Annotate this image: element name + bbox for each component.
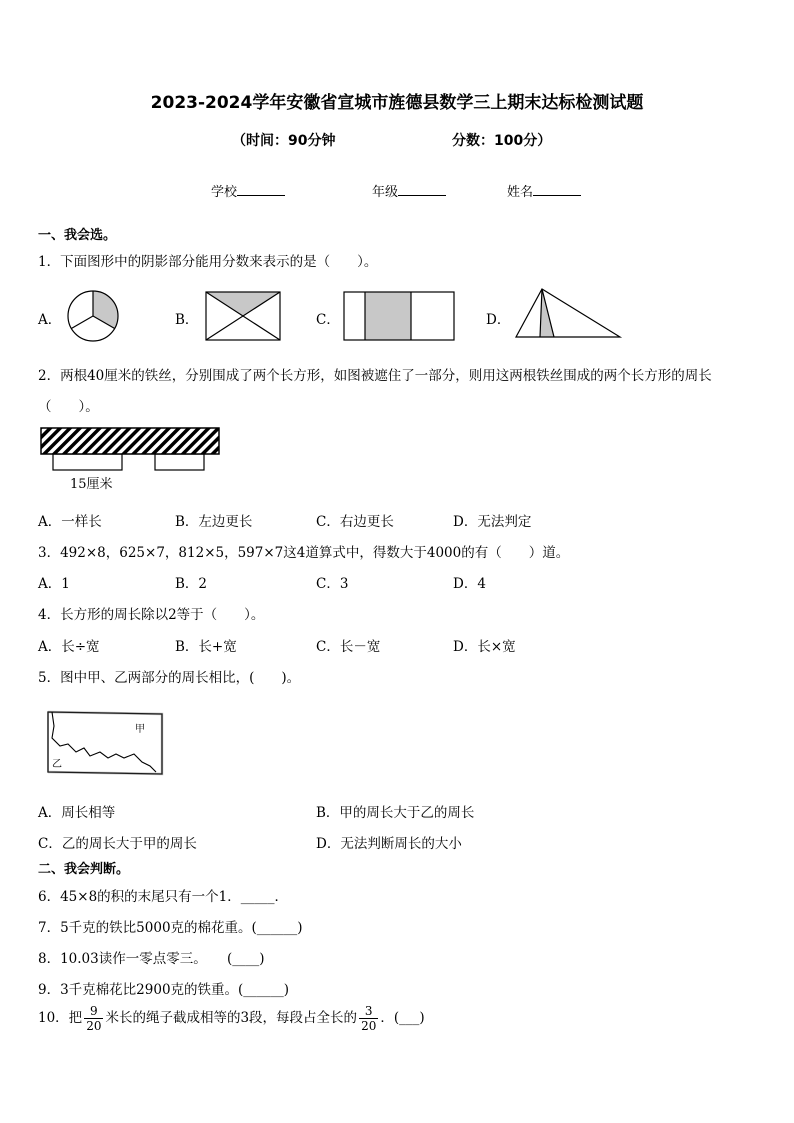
q10-fraction-length xyxy=(84,1004,103,1033)
q1-option-c[interactable]: C． xyxy=(316,312,340,328)
q3-option-b[interactable]: B．2 xyxy=(175,576,208,592)
question-10 xyxy=(38,1004,425,1033)
q5-option-c[interactable]: C．乙的周长大于甲的周长 xyxy=(38,836,197,852)
question-4: 4．长方形的周长除以2等于（ ）。 xyxy=(38,607,265,623)
question-3: 3．492×8，625×7，812×5，597×7这4道算式中，得数大于4000的有（ ）道。 xyxy=(38,545,570,561)
fraction-denominator: 20 xyxy=(361,1019,377,1033)
q4-option-d[interactable]: D．长×宽 xyxy=(453,639,516,655)
fraction-numerator: 9 xyxy=(84,1004,103,1019)
q1-option-a[interactable]: A． xyxy=(38,312,62,328)
q1-figure-a-circle xyxy=(67,290,119,342)
question-5: 5．图中甲、乙两部分的周长相比，( )。 xyxy=(38,670,301,686)
q2-option-d[interactable]: D．无法判定 xyxy=(453,514,532,530)
name-label: 姓名 xyxy=(507,185,534,200)
q1-figure-c-rectangle xyxy=(343,291,455,341)
q4-option-c[interactable]: C．长－宽 xyxy=(316,639,381,655)
q1-option-b[interactable]: B． xyxy=(175,312,199,328)
section-heading-judgment: 二、我会判断。 xyxy=(38,862,130,877)
q1-figure-d-triangle xyxy=(514,286,622,340)
question-2-continued: （ ）。 xyxy=(38,399,99,415)
grade-blank[interactable] xyxy=(398,183,446,196)
school-label: 学校 xyxy=(211,185,238,200)
q5-option-d[interactable]: D．无法判断周长的大小 xyxy=(316,836,462,852)
q4-option-a[interactable]: A．长÷宽 xyxy=(38,639,100,655)
q5-label-jia: 甲 xyxy=(135,724,145,735)
q10-suffix: ．(___) xyxy=(380,1010,425,1026)
q5-label-yi: 乙 xyxy=(52,759,62,770)
q10-fraction-share xyxy=(359,1004,378,1033)
q3-option-a[interactable]: A．1 xyxy=(38,576,70,592)
name-field[interactable] xyxy=(507,181,581,200)
question-7: 7．5千克的铁比5000克的棉花重。(______) xyxy=(38,920,303,936)
exam-score: 分数：100分） xyxy=(452,133,552,149)
fraction-numerator: 3 xyxy=(359,1004,378,1019)
school-field[interactable] xyxy=(211,181,285,200)
fraction-denominator: 20 xyxy=(86,1019,102,1033)
question-2: 2．两根40厘米的铁丝，分别围成了两个长方形，如图被遮住了一部分，则用这两根铁丝围成的两个长方形的周长 xyxy=(38,368,712,384)
exam-time: （时间：90分钟 xyxy=(232,133,336,149)
question-1: 1．下面图形中的阴影部分能用分数来表示的是（ ）。 xyxy=(38,254,378,270)
question-6: 6．45×8的积的末尾只有一个1．_____． xyxy=(38,889,289,905)
q2-option-b[interactable]: B．左边更长 xyxy=(175,514,253,530)
q5-figure-divided-rectangle xyxy=(46,710,164,776)
q2-option-a[interactable]: A．一样长 xyxy=(38,514,102,530)
school-blank[interactable] xyxy=(237,183,285,196)
question-9: 9．3千克棉花比2900克的铁重。(______) xyxy=(38,982,290,998)
page-title: 2023-2024学年安徽省宣城市旌德县数学三上期末达标检测试题 xyxy=(150,93,644,113)
grade-field[interactable] xyxy=(372,181,446,200)
q4-option-b[interactable]: B．长+宽 xyxy=(175,639,237,655)
q5-option-b[interactable]: B．甲的周长大于乙的周长 xyxy=(316,805,475,821)
q2-figure-label: 15厘米 xyxy=(70,477,113,492)
q3-option-c[interactable]: C．3 xyxy=(316,576,349,592)
section-heading-choice: 一、我会选。 xyxy=(38,228,117,243)
name-blank[interactable] xyxy=(533,183,581,196)
q3-option-d[interactable]: D．4 xyxy=(453,576,486,592)
question-8: 8．10.03读作一零点零三。 (____) xyxy=(38,951,265,967)
q1-option-d[interactable]: D． xyxy=(486,312,511,328)
q10-middle: 米长的绳子截成相等的3段，每段占全长的 xyxy=(105,1010,358,1026)
q1-figure-b-rectangle xyxy=(205,291,281,341)
grade-label: 年级 xyxy=(372,185,399,200)
q10-prefix: 10．把 xyxy=(38,1010,83,1026)
q5-option-a[interactable]: A．周长相等 xyxy=(38,805,116,821)
q2-figure-wires xyxy=(40,426,222,472)
q2-option-c[interactable]: C．右边更长 xyxy=(316,514,394,530)
